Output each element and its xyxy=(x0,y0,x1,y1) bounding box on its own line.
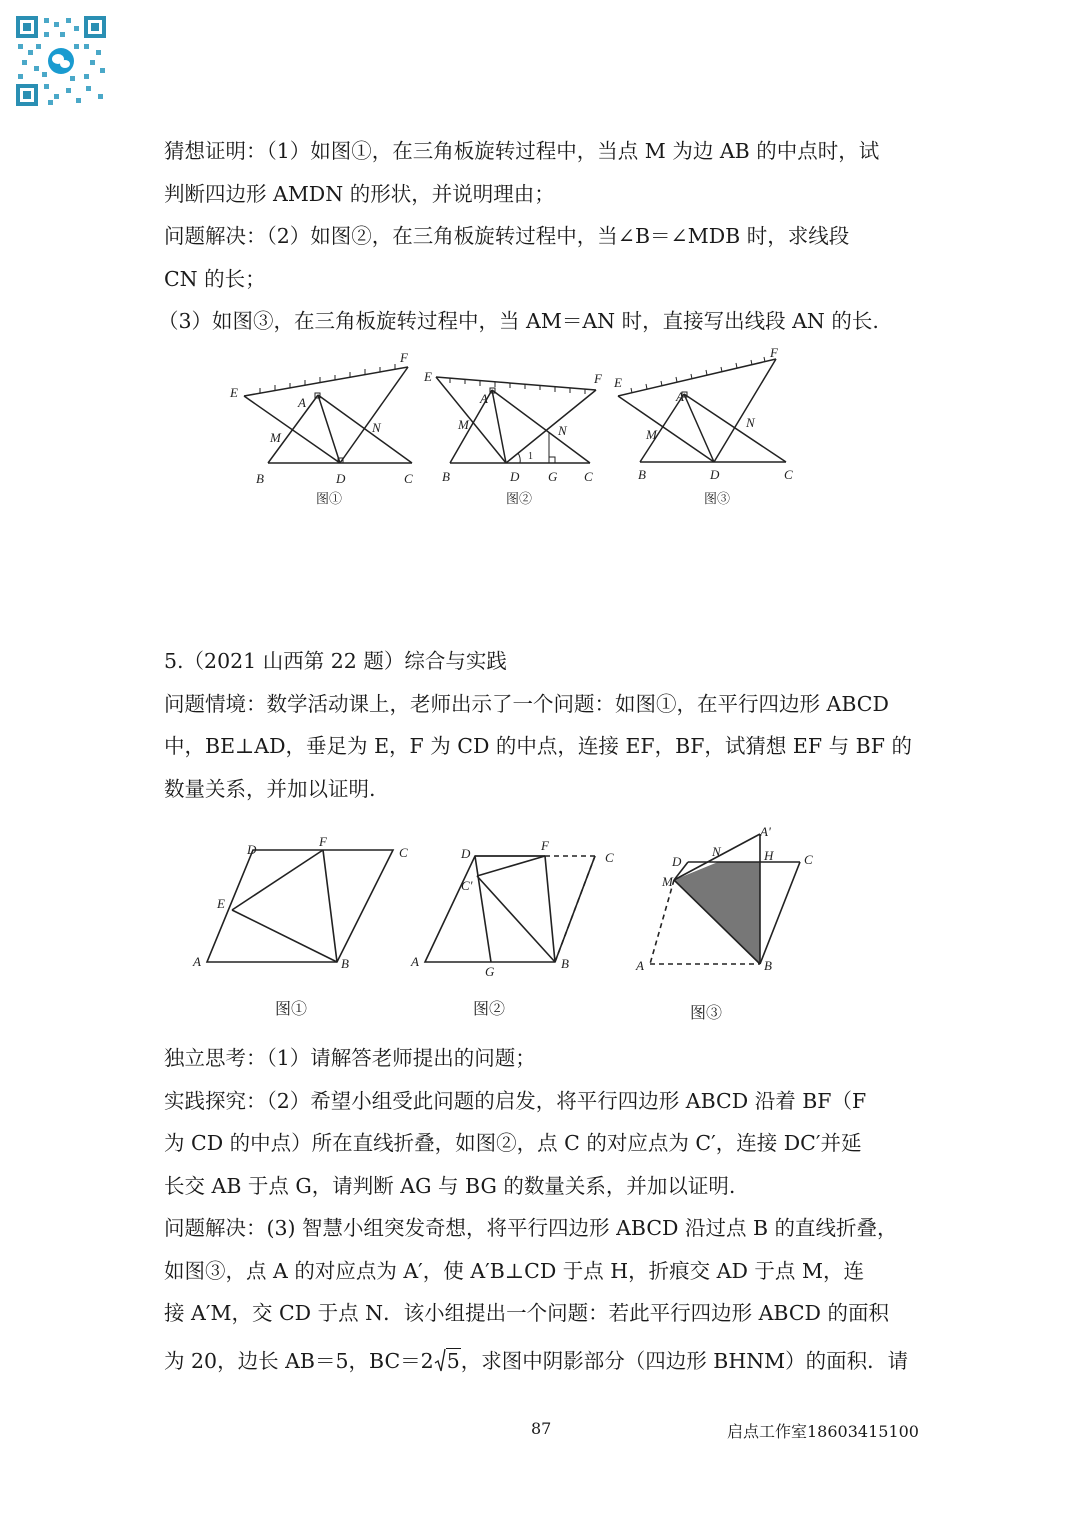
text-line: （3）如图③，在三角板旋转过程中，当 AM＝AN 时，直接写出线段 AN 的长. xyxy=(158,309,879,333)
problem5-text xyxy=(164,640,924,810)
point-label: C xyxy=(404,471,413,486)
point-label: F xyxy=(594,371,602,386)
footer-studio: 启点工作室18603415100 xyxy=(727,1422,919,1441)
text-line: 数量关系，并加以证明. xyxy=(164,776,376,801)
problem-heading: 5.（2021 山西第 22 题）综合与实践 xyxy=(164,649,507,673)
point-label: E xyxy=(230,385,238,400)
point-label: F xyxy=(400,350,408,365)
point-label: C xyxy=(605,850,614,865)
point-label: D xyxy=(461,846,471,861)
point-label: B xyxy=(256,471,264,486)
point-label: A xyxy=(193,954,201,969)
point-label: E xyxy=(217,896,225,911)
point-label: B xyxy=(341,956,349,971)
text-line: 判断四边形 AMDN 的形状，并说明理由； xyxy=(164,181,555,206)
text-segment: 为 20，边长 AB＝5，BC＝2 xyxy=(164,1349,434,1373)
parallelogram-figure-3 xyxy=(630,820,830,1030)
triangle-ruler-figure-2 xyxy=(420,345,620,515)
point-label: B xyxy=(638,467,646,482)
point-label: E xyxy=(614,375,622,390)
point-label: N xyxy=(746,415,755,430)
point-label: D xyxy=(247,842,257,857)
point-label: D xyxy=(710,467,720,482)
questions-text xyxy=(164,1037,924,1335)
sqrt-radicand: 5 xyxy=(446,1349,460,1373)
text-line: 接 A′M，交 CD 于点 N．该小组提出一个问题：若此平行四边形 ABCD 的面积 xyxy=(164,1301,889,1325)
text-line: CN 的长； xyxy=(164,266,266,291)
point-label: C' xyxy=(461,878,473,893)
text-line: 问题情境：数学活动课上，老师出示了一个问题：如图①，在平行四边形 ABCD xyxy=(164,691,889,716)
point-label: H xyxy=(764,848,774,863)
text-line: 独立思考：（1）请解答老师提出的问题； xyxy=(164,1046,536,1070)
text-line: 问题解决：（2）如图②，在三角板旋转过程中，当∠B＝∠MDB 时，求线段 xyxy=(164,224,850,248)
point-label: D xyxy=(672,854,682,869)
point-label: D xyxy=(510,469,520,484)
point-label: C xyxy=(784,467,793,482)
point-label: F xyxy=(541,838,549,853)
figure-caption: 图③ xyxy=(704,491,731,506)
point-label: A xyxy=(676,389,684,404)
qr-code xyxy=(14,14,108,108)
point-label: E xyxy=(424,369,432,384)
point-label: M xyxy=(270,430,281,445)
parallelogram-figure-1 xyxy=(185,830,425,1030)
point-label: B xyxy=(561,956,569,971)
text-segment: ，求图中阴影部分（四边形 BHNM）的面积．请 xyxy=(460,1349,909,1373)
point-label: F xyxy=(770,345,778,360)
page-number: 87 xyxy=(531,1419,552,1438)
figure-caption: 图② xyxy=(473,1001,506,1018)
sqrt-symbol xyxy=(434,1340,461,1383)
point-label: N xyxy=(558,423,567,438)
point-label: G xyxy=(485,964,495,979)
point-label: C xyxy=(399,845,408,860)
parallelogram-figure-2 xyxy=(405,830,635,1030)
point-label: M xyxy=(458,417,469,432)
figure-caption: 图① xyxy=(275,1001,308,1018)
point-label: C xyxy=(804,852,813,867)
point-label: D xyxy=(336,471,346,486)
point-label: A xyxy=(298,395,306,410)
point-label: M xyxy=(662,874,673,889)
point-label: B xyxy=(764,958,772,973)
text-line: 为 CD 的中点）所在直线折叠，如图②，点 C 的对应点为 C′，连接 DC′并延 xyxy=(164,1131,862,1155)
problem4-text xyxy=(158,130,924,343)
point-label: N xyxy=(712,844,721,859)
last-line xyxy=(164,1340,924,1383)
triangle-ruler-figure-1 xyxy=(220,345,420,515)
point-label: N xyxy=(372,420,381,435)
point-label: G xyxy=(548,469,558,484)
figure-caption: 图③ xyxy=(690,1005,723,1022)
point-label: B xyxy=(442,469,450,484)
point-label: F xyxy=(319,834,327,849)
point-label: A xyxy=(411,954,419,969)
text-line: 实践探究：（2）希望小组受此问题的启发，将平行四边形 ABCD 沿着 BF（F xyxy=(164,1088,867,1113)
triangle-ruler-figure-3 xyxy=(610,345,810,515)
text-line: 如图③，点 A 的对应点为 A′，使 A′B⊥CD 于点 H，折痕交 AD 于点 M，连 xyxy=(164,1258,864,1283)
text-line: 猜想证明：（1）如图①，在三角板旋转过程中，当点 M 为边 AB 的中点时，试 xyxy=(164,139,880,163)
point-label: C xyxy=(584,469,593,484)
point-label: M xyxy=(646,427,657,442)
angle-label: 1 xyxy=(528,451,533,462)
text-line: 长交 AB 于点 G，请判断 AG 与 BG 的数量关系，并加以证明. xyxy=(164,1173,736,1198)
point-label: A xyxy=(636,958,644,973)
figure-caption: 图② xyxy=(506,491,533,506)
text-line: 中，BE⊥AD，垂足为 E，F 为 CD 的中点，连接 EF，BF，试猜想 EF 与 BF 的 xyxy=(164,734,912,758)
point-label: A' xyxy=(760,824,771,839)
figure-caption: 图① xyxy=(316,491,343,506)
text-line: 问题解决：(3) 智慧小组突发奇想，将平行四边形 ABCD 沿过点 B 的直线折叠， xyxy=(164,1216,898,1240)
point-label: A xyxy=(480,391,488,406)
